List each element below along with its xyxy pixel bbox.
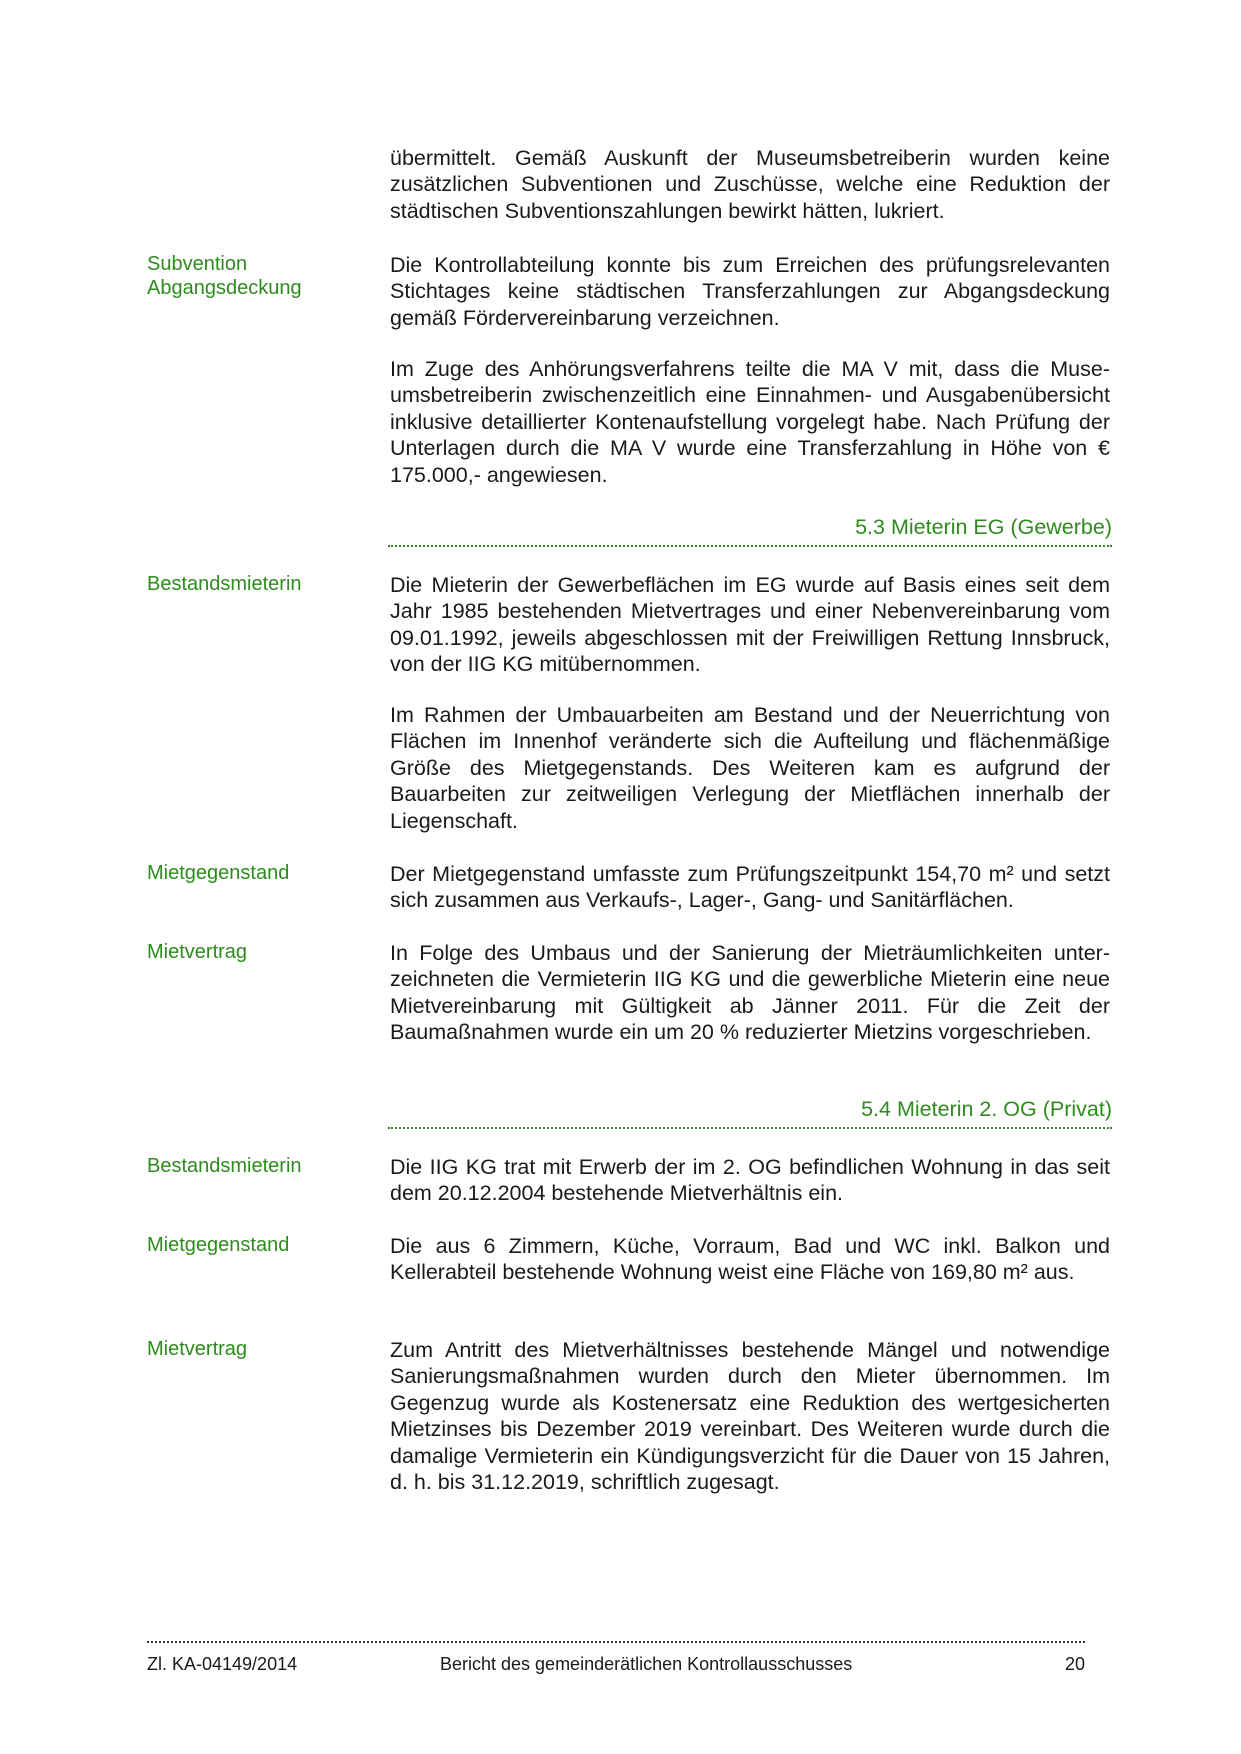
footer-divider [147, 1641, 1085, 1643]
paragraph-text: Zum Antritt des Mietverhältnisses bestehende Mängel und notwendige Sanierungsmaßnahmen wurden durch den Mieter übernommen. Im Gegenzug wurde als Kostenersatz eine Reduktion des wertgesicherten Mietzinses bis Dezember 2019 vereinbart. Des Weiteren wurde durch die damalige Vermieterin ein Kündigungsverzicht für die Dauer von 15 Jahren, d. h. bis 31.12.2019, schriftlich zugesagt. [390, 1338, 1110, 1495]
section-divider [388, 1127, 1112, 1129]
margin-note: Mietvertrag [147, 1338, 248, 1360]
margin-note: Mietvertrag [147, 941, 248, 963]
margin-note: Bestandsmieterin [147, 573, 302, 595]
footer-title: Bericht des gemeinderätlichen Kontrollausschusses [440, 1654, 853, 1674]
margin-note: Bestandsmieterin [147, 1155, 302, 1177]
paragraph-text: Die IIG KG trat mit Erwerb der im 2. OG befindlichen Wohnung in das seit dem 20.12.2004 bestehende Mietverhältnis ein. [390, 1155, 1110, 1206]
section-heading: 5.3 Mieterin EG (Gewerbe) [855, 515, 1112, 539]
margin-note: Mietgegenstand [147, 862, 290, 884]
paragraph-text: In Folge des Umbaus und der Sanierung der Mieträumlichkeiten unterzeichneten die Vermieterin IIG KG und die gewerbliche Mieterin eine neue Mietvereinbarung mit Gültigkeit ab Jänner 2011. Für die Zeit der Baumaßnahmen wurde ein um 20 % reduzierter Mietzins vorgeschrieben. [390, 941, 1110, 1045]
paragraph-text: Der Mietgegenstand umfasste zum Prüfungszeitpunkt 154,70 m² und setzt sich zusammen aus Verkaufs-, Lager-, Gang- und Sanitärflächen. [390, 862, 1110, 913]
paragraph-text: Die aus 6 Zimmern, Küche, Vorraum, Bad und WC inkl. Balkon und Kellerabteil bestehende Wohnung weist eine Fläche von 169,80 m² aus. [390, 1234, 1110, 1285]
paragraph-text: Die Mieterin der Gewerbeflächen im EG wurde auf Basis eines seit dem Jahr 1985 bestehenden Mietvertrages und einer Nebenvereinbarung vom 09.01.1992, jeweils abgeschlossen mit der Freiwilligen Rettung Innsbruck, von der IIG KG mitübernommen. [390, 573, 1110, 677]
section-divider [388, 545, 1112, 547]
paragraph-text: Im Zuge des Anhörungsverfahrens teilte die MA V mit, dass die Museumsbetreiberin zwischenzeitlich eine Einnahmen- und Ausgabenübersicht inklusive detaillierter Kontenaufstellung vorgelegt habe. Nach Prüfung der Unterlagen durch die MA V wurde eine Transferzahlung in Höhe von € 175.000,- angewiesen. [390, 357, 1110, 487]
margin-note: Mietgegenstand [147, 1234, 290, 1256]
margin-note: Subvention Abgangsdeckung [147, 253, 302, 299]
footer-reference: Zl. KA-04149/2014 [147, 1654, 298, 1674]
paragraph-text: Im Rahmen der Umbauarbeiten am Bestand und der Neuerrichtung von Flächen im Innenhof veränderte sich die Aufteilung und flächenmäßige Größe des Mietgegenstands. Des Weiteren kam es aufgrund der Bauarbeiten zur zeitweiligen Verlegung der Mietflächen innerhalb der Liegenschaft. [390, 703, 1110, 833]
paragraph-text: übermittelt. Gemäß Auskunft der Museumsbetreiberin wurden keine zusätzlichen Subventionen und Zuschüsse, welche eine Reduktion der städtischen Subventionszahlungen bewirkt hätten, lukriert. [390, 146, 1110, 223]
section-heading: 5.4 Mieterin 2. OG (Privat) [861, 1097, 1112, 1121]
paragraph-text: Die Kontrollabteilung konnte bis zum Erreichen des prüfungsrelevanten Stichtages keine städtischen Transferzahlungen zur Abgangsdeckung gemäß Fördervereinbarung verzeichnen. [390, 253, 1110, 330]
page-number: 20 [1064, 1654, 1085, 1674]
